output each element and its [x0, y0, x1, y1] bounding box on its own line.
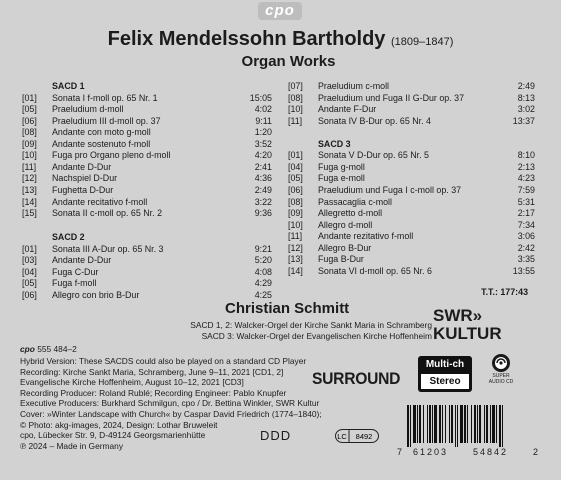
barcode-bar: [499, 405, 501, 447]
track-duration: 2:17: [517, 208, 535, 219]
lc-prefix: LC: [337, 432, 347, 441]
track-duration: 4:02: [254, 104, 272, 115]
barcode-bars: [397, 405, 539, 447]
track-duration: 2:49: [254, 184, 272, 195]
track-title: Fuga g-moll: [318, 161, 365, 172]
track-number: [05]: [288, 173, 303, 184]
track-duration: 3:02: [517, 104, 535, 115]
barcode: [397, 405, 539, 463]
swr-logo-line1: SWR»: [433, 306, 483, 325]
track-number: [10]: [288, 219, 303, 230]
track-number: [11]: [288, 231, 303, 242]
track-number: [12]: [288, 242, 303, 253]
track-duration: 13:55: [512, 265, 535, 276]
barcode-bar: [445, 405, 446, 443]
album-title: Organ Works: [241, 53, 336, 70]
track-number: [13]: [288, 254, 303, 265]
track-duration: 4:08: [254, 266, 272, 277]
catalog-label: cpo: [20, 344, 35, 354]
track-title: Fuga B-Dur: [318, 254, 364, 265]
track-duration: 5:31: [517, 196, 535, 207]
track-title: Fuga e-moll: [318, 173, 365, 184]
track-title: Allegro B-Dur: [318, 242, 372, 253]
track-number: [06]: [288, 184, 303, 195]
credit-line: © Photo: akg-images, 2024, Design: Lothar Bruweleit: [20, 419, 218, 430]
track-title: Andante con moto g-moll: [52, 127, 151, 138]
sacd-disc-icon: [484, 353, 518, 373]
barcode-bar: [417, 405, 418, 443]
track-duration: 9:11: [255, 115, 272, 126]
track-number: [12]: [22, 173, 37, 184]
track-number: [01]: [22, 92, 37, 103]
barcode-bar: [455, 405, 456, 447]
track-number: [06]: [22, 289, 37, 300]
track-number: [14]: [288, 265, 303, 276]
organ-line-1: SACD 1, 2: Walcker-Orgel der Kirche Sankt Maria in Schramberg: [190, 320, 432, 330]
track-number: [09]: [288, 208, 303, 219]
composer-heading: [0, 28, 561, 51]
track-number: [10]: [22, 150, 37, 161]
barcode-bar: [460, 405, 463, 443]
track-title: Allegretto d-moll: [318, 208, 383, 219]
barcode-bar: [449, 405, 450, 443]
track-number: [11]: [22, 161, 37, 172]
barcode-bar: [410, 405, 411, 447]
track-title: Fuga C-Dur: [52, 266, 99, 277]
track-title: Passacaglia c-moll: [318, 196, 392, 207]
track-duration: 3:22: [254, 196, 272, 207]
track-number: [10]: [288, 104, 303, 115]
track-title: Sonata I f-moll op. 65 Nr. 1: [52, 92, 158, 103]
barcode-bar: [442, 405, 443, 443]
track-duration: 7:59: [517, 184, 535, 195]
track-number: [01]: [22, 243, 37, 254]
track-duration: 4:25: [254, 289, 272, 300]
track-title: Praeludium c-moll: [318, 81, 390, 91]
track-duration: 4:23: [517, 173, 535, 184]
track-title: Allegro d-moll: [318, 219, 373, 230]
track-duration: 4:29: [254, 278, 272, 289]
track-duration: 1:20: [254, 127, 272, 138]
ddd-mark: DDD: [260, 428, 292, 443]
credit-line: Evangelische Kirche Hoffenheim, August 10–12, 2021 [CD3]: [20, 377, 244, 388]
barcode-bar: [484, 405, 485, 443]
barcode-bar: [490, 405, 491, 443]
track-number: [05]: [22, 278, 37, 289]
track-title: Sonata III A-Dur op. 65 Nr. 3: [52, 243, 164, 254]
track-title: Allegro con brio B-Dur: [52, 289, 140, 300]
barcode-bar: [413, 405, 416, 443]
swr-kultur-logo: [433, 307, 502, 343]
track-duration: 4:36: [254, 173, 272, 184]
track-number: [04]: [22, 266, 37, 277]
composer-name: Felix Mendelssohn Bartholdy: [107, 28, 386, 50]
track-title: Sonata IV B-Dur op. 65 Nr. 4: [318, 115, 431, 126]
multich-label: Multi-ch: [425, 359, 465, 370]
track-title: Fuga pro Organo pleno d-moll: [52, 150, 171, 161]
track-number: [08]: [22, 127, 37, 138]
surround-logo: SURROUND: [312, 369, 401, 388]
composer-dates: (1809–1847): [391, 36, 454, 48]
barcode-bar: [477, 405, 478, 443]
track-duration: 2:41: [254, 161, 272, 172]
track-title: Sonata V D-Dur op. 65 Nr. 5: [318, 150, 429, 161]
track-duration: 3:06: [517, 231, 535, 242]
track-duration: 9:21: [254, 243, 272, 254]
barcode-bar: [464, 405, 466, 443]
barcode-bar: [492, 405, 495, 443]
track-duration: 4:20: [254, 150, 272, 161]
cpo-logo: cpo: [258, 2, 302, 20]
disc-heading: SACD 1: [52, 81, 85, 91]
track-title: Nachspiel D-Dur: [52, 173, 118, 184]
sacd-logo-text: SUPER AUDIO CD: [488, 373, 514, 385]
track-title: Sonata VI d-moll op. 65 Nr. 6: [318, 265, 432, 276]
credit-line: Executive Producers: Burkhard Schmilgun, cpo / Dr. Bettina Winkler, SWR Kultur: [20, 398, 320, 409]
track-duration: 15:05: [249, 92, 272, 103]
track-title: Praeludium d-moll: [52, 104, 124, 115]
performer-name: Christian Schmitt: [225, 300, 350, 317]
track-title: Andante sostenuto f-moll: [52, 138, 151, 149]
track-title: Andante recitativo f-moll: [52, 196, 148, 207]
track-title: Fuga f-moll: [52, 278, 97, 289]
barcode-bar: [471, 405, 472, 443]
barcode-bar: [474, 405, 476, 443]
track-title: Praeludium und Fuga II G-Dur op. 37: [318, 92, 465, 103]
barcode-bar: [407, 405, 409, 447]
barcode-bar: [434, 405, 437, 443]
barcode-bar: [419, 405, 421, 443]
barcode-bar: [486, 405, 488, 443]
track-number: [08]: [288, 196, 303, 207]
track-number: [08]: [288, 92, 303, 103]
sacd-logo: [484, 353, 518, 391]
track-duration: 3:52: [254, 138, 272, 149]
barcode-bar: [432, 405, 433, 443]
barcode-bar: [479, 405, 481, 443]
credit-line: ℗ 2024 – Made in Germany: [20, 440, 124, 451]
credit-line: Cover: »Winter Landscape with Church« by Caspar David Friedrich (1774–1840);: [20, 409, 322, 419]
multichannel-badge: [418, 356, 472, 392]
track-number: [13]: [22, 184, 37, 195]
track-duration: 2:13: [517, 161, 535, 172]
lc-number: 8492: [355, 432, 373, 441]
track-duration: 13:37: [512, 115, 535, 126]
barcode-bar: [423, 405, 424, 443]
credit-line: Recording Producer: Roland Rublé; Recording Engineer: Pablo Knupfer: [20, 387, 287, 398]
disc-heading: SACD 3: [318, 138, 351, 149]
track-duration: 9:36: [254, 208, 272, 219]
track-duration: 7:34: [517, 219, 535, 230]
track-number: [07]: [288, 81, 303, 91]
track-title: Sonata II c-moll op. 65 Nr. 2: [52, 208, 163, 219]
label-code: [335, 429, 379, 443]
barcode-first-digit: 7: [397, 447, 403, 457]
label-code-frame: [335, 429, 379, 443]
barcode-bar: [427, 405, 428, 443]
barcode-bar: [439, 405, 441, 443]
barcode-bar: [502, 405, 503, 447]
catalog-number: [20, 344, 77, 354]
track-title: Andante D-Dur: [52, 255, 112, 266]
organ-line-2: SACD 3: Walcker-Orgel der Evangelischen Kirche Hoffenheim: [201, 331, 432, 341]
track-title: Praeludium und Fuga I c-moll op. 37: [318, 184, 462, 195]
track-number: [05]: [22, 104, 37, 115]
track-title: Praeludium III d-moll op. 37: [52, 115, 161, 126]
track-title: Fughetta D-Dur: [52, 184, 114, 195]
track-number: [01]: [288, 150, 303, 161]
track-duration: 3:35: [517, 254, 535, 265]
track-number: [09]: [22, 138, 37, 149]
track-duration: 8:13: [517, 92, 535, 103]
barcode-right-digits: 54842: [473, 447, 509, 457]
barcode-check-digit: 2: [533, 447, 539, 457]
barcode-bar: [467, 405, 468, 443]
credit-line: Recording: Kirche Sankt Maria, Schramberg, June 9–11, 2021 [CD1, 2]: [20, 366, 284, 377]
track-number: [03]: [22, 255, 37, 266]
track-number: [11]: [288, 115, 303, 126]
track-number: [14]: [22, 196, 37, 207]
track-title: Andante D-Dur: [52, 161, 112, 172]
stereo-label: Stereo: [421, 374, 469, 389]
track-number: [04]: [288, 161, 303, 172]
track-number: [15]: [22, 208, 37, 219]
barcode-bar: [429, 405, 431, 443]
track-title: Andante rezitativo f-moll: [318, 231, 414, 242]
total-time: T.T.: 177:43: [481, 287, 528, 297]
disc-heading: SACD 2: [52, 232, 85, 243]
barcode-bar: [451, 405, 453, 443]
catalog-code: 555 484–2: [37, 344, 77, 354]
barcode-bar: [457, 405, 458, 447]
credit-line: cpo, Lübecker Str. 9, D-49124 Georgsmarienhütte: [20, 430, 206, 441]
credit-line: Hybrid Version: These SACDS could also be played on a standard CD Player: [20, 356, 307, 366]
track-title: Andante F-Dur: [318, 104, 377, 115]
track-number: [06]: [22, 115, 37, 126]
track-duration: 2:49: [517, 81, 535, 91]
barcode-bar: [496, 405, 497, 443]
track-duration: 8:10: [517, 150, 535, 161]
swr-logo-line2: KULTUR: [433, 324, 502, 343]
barcode-left-digits: 61203: [413, 447, 449, 457]
track-duration: 2:42: [517, 242, 535, 253]
track-duration: 5:20: [254, 255, 272, 266]
